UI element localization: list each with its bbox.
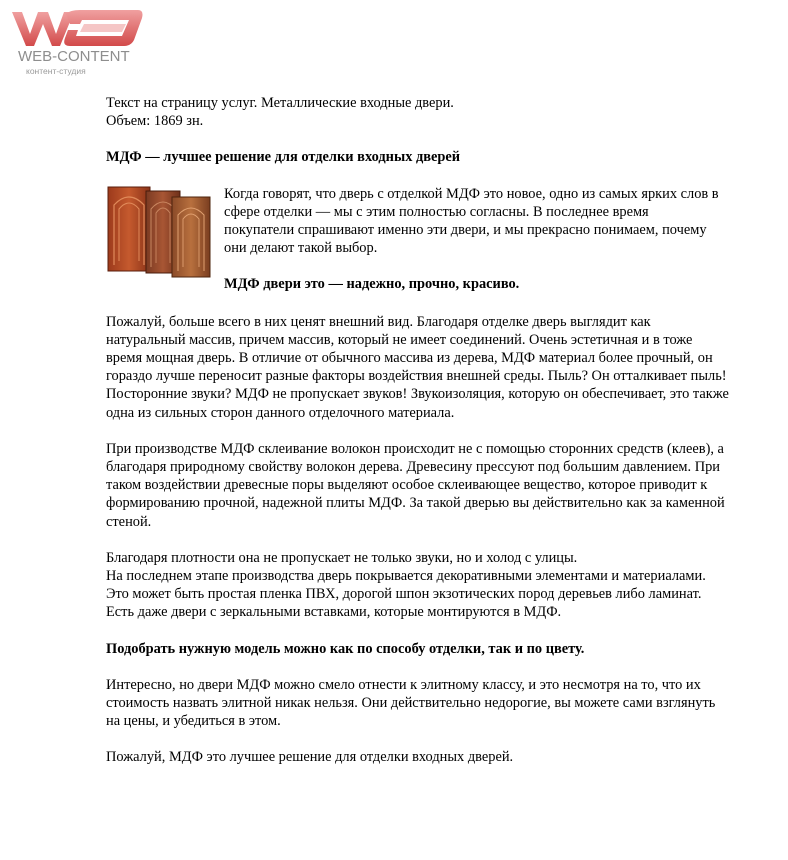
paragraph-finishing: На последнем этапе производства дверь покрывается декоративными элементами и материалами. Это может быть простая пленка ПВХ, дорогой шпон экзотических пород деревьев либо ламинат. Есть даже двери с зеркальными вставками, которые монтируются в МДФ. bbox=[106, 568, 706, 621]
paragraph-appearance: Пожалуй, больше всего в них ценят внешний вид. Благодаря отделке дверь выглядит как натуральный массив, причем массив, который не имеет соединений. Очень эстетичная и в тоже время мощная дверь. В отличие от обычного массива из дерева, МДФ материал более прочный, он гораздо лучше переносит разные факторы воздействия внешней среды. Пыль? Он отталкивает пыль! Посторонние звуки? МДФ не пропускает звуков! Звукоизоляция, которую он обеспечивает, это также одна из сильных сторон данного отделочного материала. bbox=[106, 313, 729, 421]
paragraph-production: При производстве МДФ склеивание волокон происходит не с помощью сторонних средств (клеев), а благодаря природному свойству волокон дерева. Древесину прессуют под большим давлением. При таком воздействии древесные поры выделяют особое склеивающее вещество, которое приводит к формированию прочной, надежной плиты МДФ. За такой дверью вы действительно как за каменной стеной. bbox=[106, 440, 725, 530]
paragraph-conclusion: Пожалуй, МДФ это лучшее решение для отделки входных дверей. bbox=[106, 749, 514, 766]
header-line-1: Текст на страницу услуг. Металлические входные двери. bbox=[106, 95, 454, 111]
mdf-doors-image bbox=[106, 185, 214, 279]
header-line-2: Объем: 1869 зн. bbox=[106, 113, 204, 130]
heading-choose-model: Подобрать нужную модель можно как по способу отделки, так и по цвету. bbox=[106, 640, 585, 657]
heading-mdf-best: МДФ — лучшее решение для отделки входных дверей bbox=[106, 149, 461, 166]
paragraph-density: Благодаря плотности она не пропускает не только звуки, но и холод с улицы. bbox=[106, 549, 578, 566]
heading-mdf-reliable: МДФ двери это — надежно, прочно, красиво. bbox=[224, 276, 520, 293]
logo-brand: WEB-CONTENT bbox=[18, 48, 130, 65]
logo-tagline: контент-студия bbox=[26, 66, 86, 76]
paragraph-elite: Интересно, но двери МДФ можно смело отнести к элитному классу, и это несмотря на то, что их стоимость назвать элитной никак нельзя. Они действительно недорогие, вы можете сами взглянуть на цены, и убедиться в этом. bbox=[106, 676, 716, 730]
intro-paragraph: Когда говорят, что дверь с отделкой МДФ это новое, одно из самых ярких слов в сфере отделки — мы с этим полностью согласны. В последнее время покупатели спрашивают именно эти двери, и мы прекрасно понимаем, почему они делают такой выбор. bbox=[224, 185, 719, 257]
logo-mark-icon bbox=[8, 6, 148, 52]
logo bbox=[8, 6, 148, 80]
document-body bbox=[106, 94, 732, 767]
intro-text bbox=[224, 185, 722, 294]
intro-block bbox=[106, 185, 732, 313]
